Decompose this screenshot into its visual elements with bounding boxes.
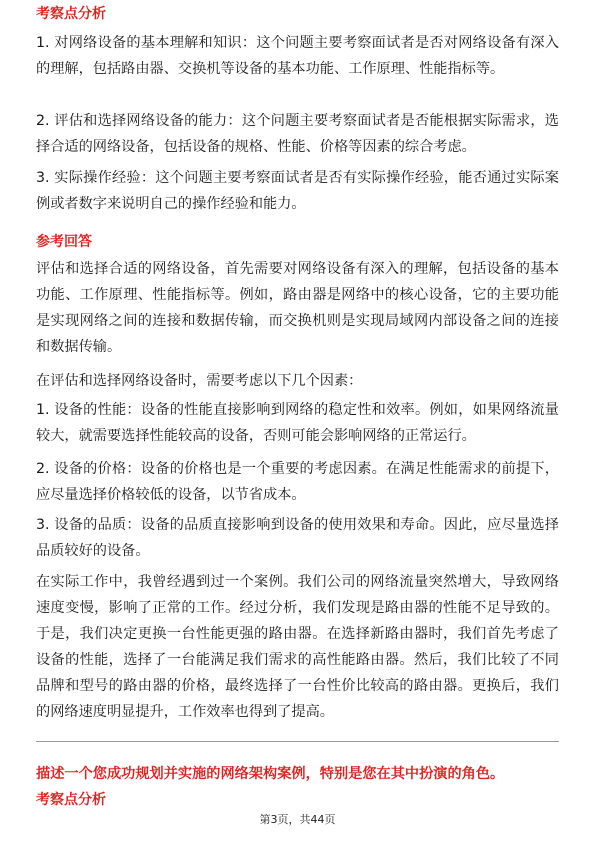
answer-factor-performance: 1. 设备的性能：设备的性能直接影响到网络的稳定性和效率。例如，如果网络流量较大，就需要选择性能较高的设备，否则可能会影响网络的正常运行。	[36, 402, 559, 444]
analysis-item-2: 2. 评估和选择网络设备的能力：这个问题主要考察面试者是否能根据实际需求，选择合适的网络设备，包括设备的规格、性能、价格等因素的综合考虑。	[36, 113, 559, 155]
analysis-item-1: 1. 对网络设备的基本理解和知识：这个问题主要考察面试者是否对网络设备有深入的理解，包括路由器、交换机等设备的基本功能、工作原理、性能指标等。	[36, 35, 559, 77]
answer-heading: 参考回答	[36, 234, 92, 250]
answer-factor-quality: 3. 设备的品质：设备的品质直接影响到设备的使用效果和寿命。因此，应尽量选择品质较好的设备。	[36, 517, 559, 559]
section-divider	[36, 741, 559, 742]
analysis-heading: 考察点分析	[36, 6, 106, 22]
answer-paragraph-intro: 评估和选择合适的网络设备，首先需要对网络设备有深入的理解，包括设备的基本功能、工作原理、性能指标等。例如，路由器是网络中的核心设备，它的主要功能是实现网络之间的连接和数据传输，而交换机则是实现局域网内部设备之间的连接和数据传输。	[36, 261, 559, 355]
analysis-item-3: 3. 实际操作经验：这个问题主要考察面试者是否有实际操作经验，能否通过实际案例或者数字来说明自己的操作经验和能力。	[36, 170, 559, 212]
analysis-heading-next: 考察点分析	[36, 792, 106, 808]
next-question: 描述一个您成功规划并实施的网络架构案例，特别是您在其中扮演的角色。	[36, 766, 505, 782]
answer-paragraph-factors: 在评估和选择网络设备时，需要考虑以下几个因素：	[36, 373, 363, 389]
answer-factor-price: 2. 设备的价格：设备的价格也是一个重要的考虑因素。在满足性能需求的前提下，应尽量选择价格较低的设备，以节省成本。	[36, 461, 559, 503]
page-number: 第3页，共44页	[259, 813, 336, 826]
answer-case-paragraph: 在实际工作中，我曾经遇到过一个案例。我们公司的网络流量突然增大，导致网络速度变慢，影响了正常的工作。经过分析，我们发现是路由器的性能不足导致的。于是，我们决定更换一台性能更强的路由器。在选择新路由器时，我们首先考虑了设备的性能，选择了一台能满足我们需求的高性能路由器。然后，我们比较了不同品牌和型号的路由器的价格，最终选择了一台性价比较高的路由器。更换后，我们的网络速度明显提升，工作效率也得到了提高。	[36, 574, 559, 720]
